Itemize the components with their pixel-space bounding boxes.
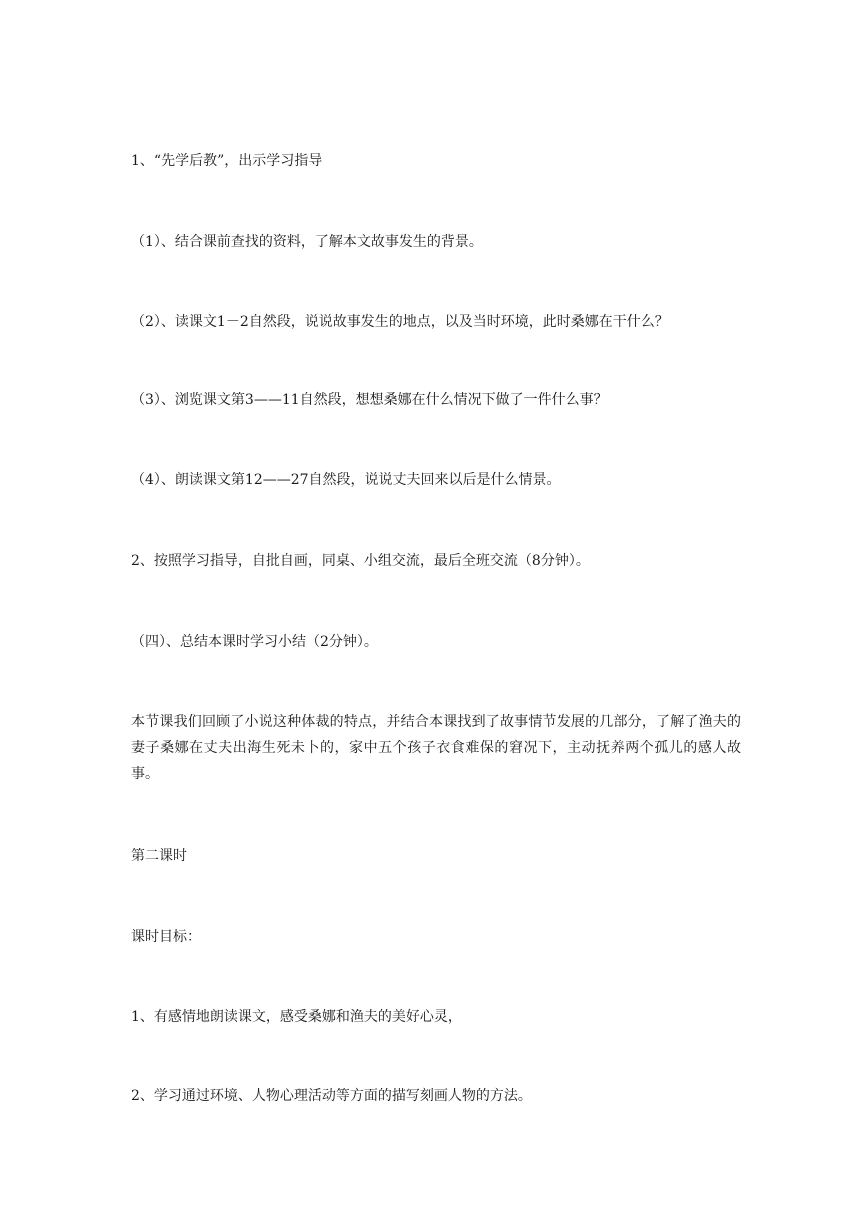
guide-item-2: （2）、读课文1－2自然段，说说故事发生的地点，以及当时环境，此时桑娜在干什么？ xyxy=(131,314,669,330)
guide-item-1: （1）、结合课前查找的资料，了解本文故事发生的背景。 xyxy=(131,234,483,250)
objective-item-2: 2、学习通过环境、人物心理活动等方面的描写刻画人物的方法。 xyxy=(131,1088,532,1104)
lesson-title: 第二课时 xyxy=(131,848,187,864)
guide-item-4: （4）、朗读课文第12——27自然段，说说丈夫回来以后是什么情景。 xyxy=(131,472,561,488)
step-2-text: 2、按照学习指导，自批自画，同桌、小组交流，最后全班交流（8分钟）。 xyxy=(131,553,590,569)
step-1-heading: 1、“先学后教”，出示学习指导 xyxy=(131,153,323,169)
guide-item-3: （3）、浏览课文第3——11自然段，想想桑娜在什么情况下做了一件什么事？ xyxy=(131,392,608,408)
objective-item-1: 1、有感情地朗读课文，感受桑娜和渔夫的美好心灵， xyxy=(131,1009,462,1025)
objectives-heading: 课时目标： xyxy=(131,929,201,945)
summary-paragraph: 本节课我们回顾了小说这种体裁的特点，并结合本课找到了故事情节发展的几部分，了解了渔夫的妻子桑娜在丈夫出海生死未卜的，家中五个孩子衣食难保的窘况下，主动抚养两个孤儿的感人故事。 xyxy=(131,714,741,782)
section-summary-heading: （四）、总结本课时学习小结（2分钟）。 xyxy=(131,634,378,650)
